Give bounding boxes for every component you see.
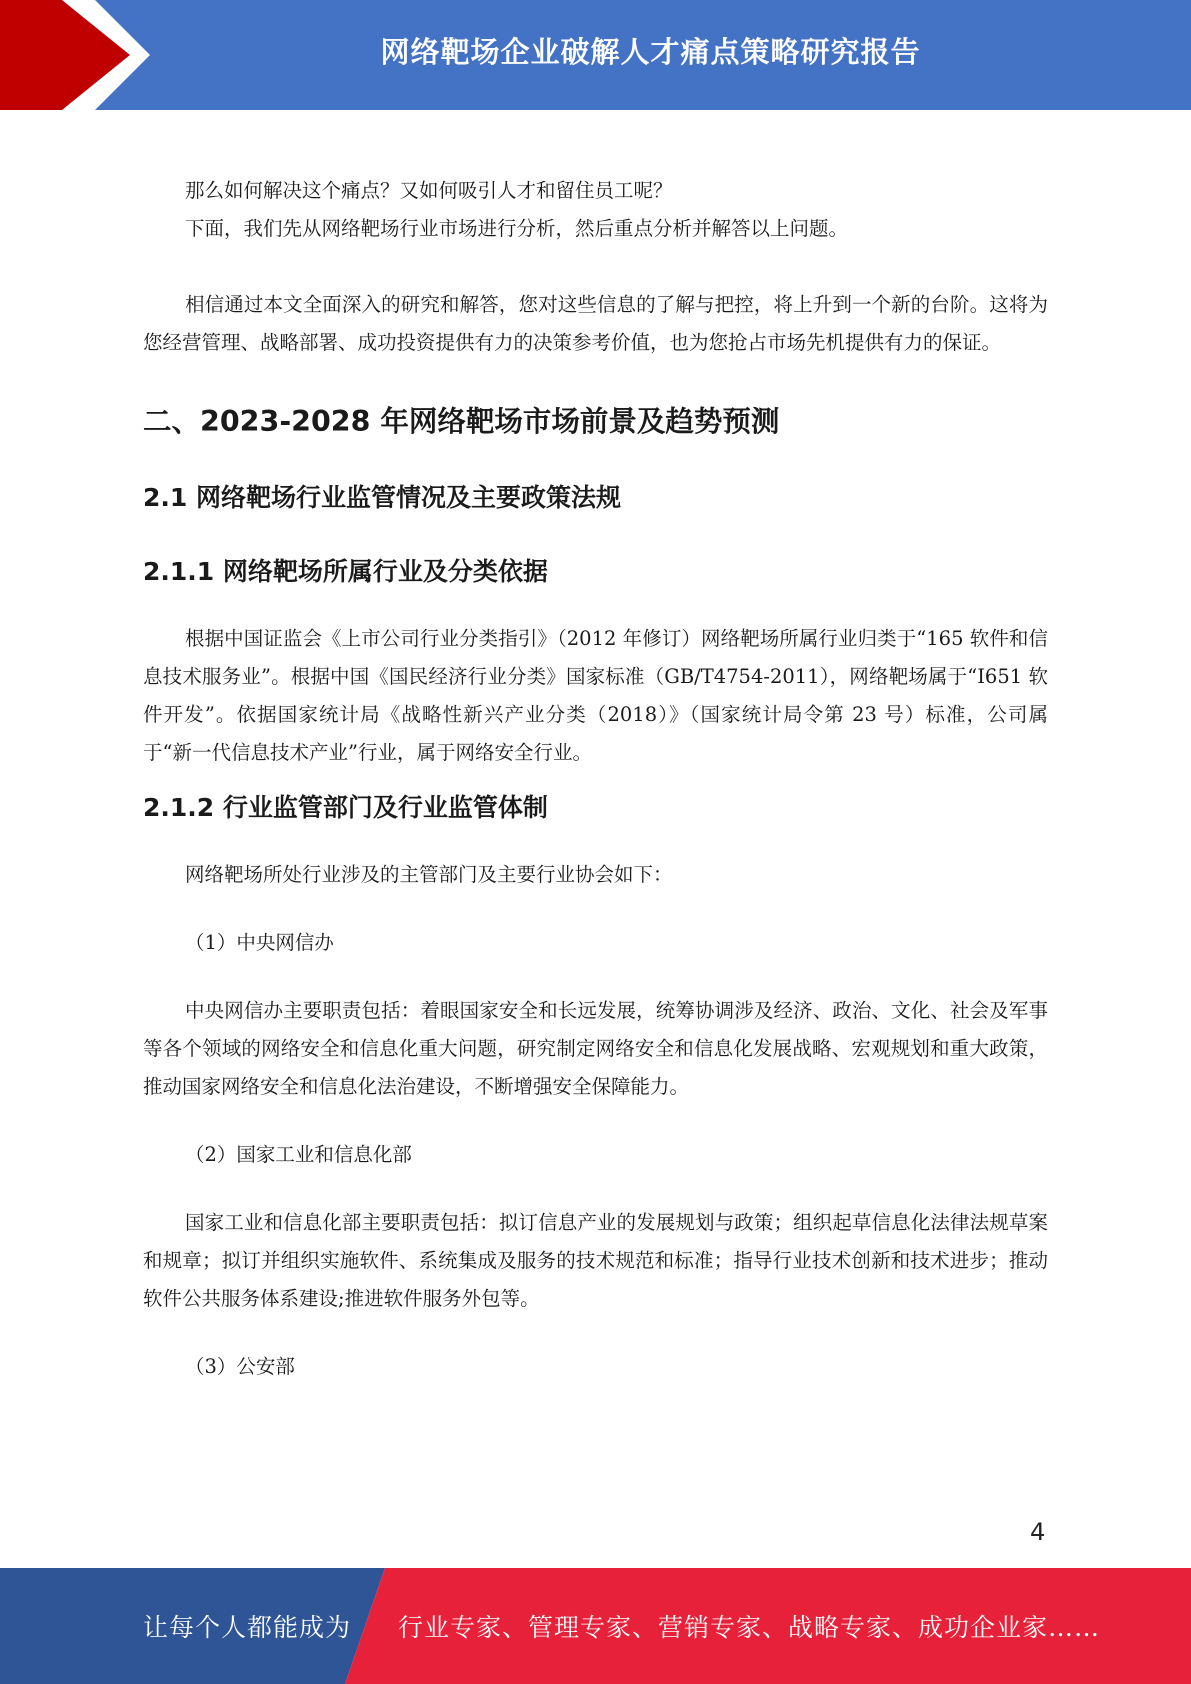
footer-slogan-right: 行业专家、管理专家、营销专家、战略专家、成功企业家……	[398, 1613, 1101, 1642]
list-item-title: （3）公安部	[185, 1355, 295, 1378]
paragraph: 那么如何解决这个痛点？又如何吸引人才和留住员工呢？	[185, 179, 673, 202]
paragraph: 中央网信办主要职责包括：着眼国家安全和长远发展，统筹协调涉及经济、政治、文化、社会及军事等各个领域的网络安全和信息化重大问题，研究制定网络安全和信息化发展战略、宏观规划和重大政策，推动国家网络安全和信息化法治建设，不断增强安全保障能力。	[143, 999, 1048, 1098]
subsection-heading: 2.1 网络靶场行业监管情况及主要政策法规	[143, 483, 621, 512]
paragraph: 国家工业和信息化部主要职责包括：拟订信息产业的发展规划与政策；组织起草信息化法律法规草案和规章；拟订并组织实施软件、系统集成及服务的技术规范和标准；指导行业技术创新和技术进步；推动软件公共服务体系建设;推进软件服务外包等。	[143, 1211, 1048, 1310]
paragraph: 相信通过本文全面深入的研究和解答，您对这些信息的了解与把控，将上升到一个新的台阶。这将为您经营管理、战略部署、成功投资提供有力的决策参考价值，也为您抢占市场先机提供有力的保证。	[143, 293, 1048, 354]
subsection-heading: 2.1.1 网络靶场所属行业及分类依据	[143, 557, 548, 586]
section-heading: 二、2023-2028 年网络靶场市场前景及趋势预测	[143, 405, 780, 438]
paragraph: 下面，我们先从网络靶场行业市场进行分析，然后重点分析并解答以上问题。	[185, 217, 849, 240]
document-body	[143, 172, 1048, 1386]
header-title: 网络靶场企业破解人才痛点策略研究报告	[380, 34, 921, 69]
paragraph: 根据中国证监会《上市公司行业分类指引》（2012 年修订）网络靶场所属行业归类于“165 软件和信息技术服务业”。根据中国《国民经济行业分类》国家标准（GB/T4754-2011），网络靶场属于“I651 软件开发”。依据国家统计局《战略性新兴产业分类（2018）》（国家统计局令第 23 号）标准，公司属于“新一代信息技术产业”行业，属于网络安全行业。	[143, 627, 1048, 764]
list-item-title: （1）中央网信办	[185, 931, 334, 954]
page-number: 4	[1030, 1518, 1046, 1546]
list-item-title: （2）国家工业和信息化部	[185, 1143, 412, 1166]
footer-slogan-left: 让每个人都能成为	[143, 1613, 352, 1642]
page-footer	[0, 1568, 1191, 1684]
subsection-heading: 2.1.2 行业监管部门及行业监管体制	[143, 793, 548, 822]
paragraph: 网络靶场所处行业涉及的主管部门及主要行业协会如下：	[185, 863, 673, 886]
page-header	[0, 0, 1191, 110]
